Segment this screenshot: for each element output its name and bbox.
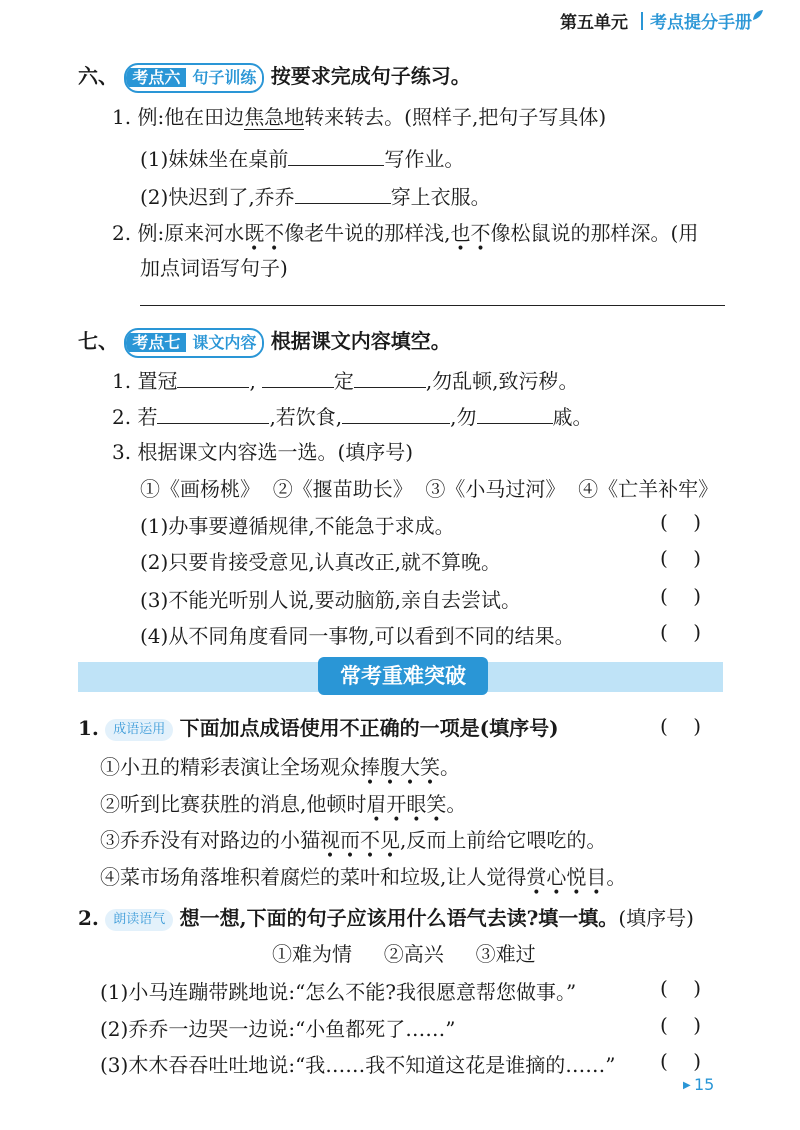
s6-q2-answer-line[interactable] <box>140 305 725 306</box>
s7-q1-blank-3[interactable] <box>354 369 426 388</box>
hard1-opt4-b: 。 <box>606 865 627 889</box>
s7-options: ①《画杨桃》 ②《揠苗助长》 ③《小马过河》 ④《亡羊补牢》 <box>140 477 719 501</box>
section6-heading <box>78 60 471 93</box>
hard1-answer[interactable]: ( ) <box>660 714 702 738</box>
s6-q1-1 <box>140 143 464 172</box>
hard2-heading <box>78 902 694 931</box>
section7-number: 七、 <box>78 329 118 353</box>
hard1-opt3-a: ③乔乔没有对路边的小猫 <box>100 828 320 852</box>
s6-q1-2 <box>140 181 491 210</box>
s7-q2-b: ,若饮食, <box>269 405 343 429</box>
hard1-opt2 <box>100 788 467 828</box>
header-divider <box>641 12 643 30</box>
s7-answer-2[interactable]: ( ) <box>660 546 702 570</box>
hard2-answer-3[interactable]: ( ) <box>660 1049 702 1073</box>
hard2-item-1: (1)小马连蹦带跳地说:“怎么不能?我很愿意帮您做事。” <box>100 980 577 1004</box>
hard1-heading <box>78 712 559 741</box>
hard1-opt2-a: ②听到比赛获胜的消息,他顿时 <box>100 792 367 816</box>
hard2-item-2: (2)乔乔一边哭一边说:“小鱼都死了……” <box>100 1017 456 1041</box>
s7-q1-c: 定 <box>333 369 354 393</box>
hard1-opt4-a: ④菜市场角落堆积着腐烂的菜叶和垃圾,让人觉得 <box>100 865 527 889</box>
section6-number: 六、 <box>78 64 118 88</box>
s6-q1-2-a: (2)快迟到了,乔乔 <box>140 185 295 209</box>
hard2-question-tail: (填序号) <box>618 906 694 930</box>
banner-title: 常考重难突破 <box>318 657 488 695</box>
s7-q2-blank-3[interactable] <box>477 405 553 424</box>
s6-q2-b: 像老牛说的那样浅, <box>284 221 451 245</box>
s6-q1-1-blank[interactable] <box>288 147 384 166</box>
s7-item-2: (2)只要肯接受意见,认真改正,就不算晚。 <box>140 550 502 574</box>
s7-q1 <box>112 365 579 394</box>
s6-q2-c: 像松鼠说的那样深。(用 <box>490 221 699 245</box>
s7-q1-a: 1. 置冠 <box>112 369 178 393</box>
section7-heading <box>78 325 451 358</box>
hard2-item-3: (3)木木吞吞吐吐地说:“我……我不知道这花是谁摘的……” <box>100 1053 616 1077</box>
hard2-answer-1[interactable]: ( ) <box>660 976 702 1000</box>
s7-item-4: (4)从不同角度看同一事物,可以看到不同的结果。 <box>140 624 575 648</box>
header-book: 考点提分手册 <box>650 13 752 33</box>
header-unit: 第五单元 <box>560 13 628 33</box>
s7-item-3: (3)不能光听别人说,要动脑筋,亲自去尝试。 <box>140 588 522 612</box>
section7-pill-a: 考点七 <box>126 333 186 352</box>
s6-q2-dotted-2: 也不 • • <box>450 221 491 257</box>
s6-q1-2-blank[interactable] <box>295 185 391 204</box>
hard1-tag: 成语运用 <box>105 719 173 741</box>
hard1-opt1 <box>100 751 460 791</box>
s7-answer-3[interactable]: ( ) <box>660 584 702 608</box>
s7-q1-d: ,勿乱顿,致污秽。 <box>425 369 579 393</box>
s6-q1-2-b: 穿上衣服。 <box>390 185 491 209</box>
hard2-answer-2[interactable]: ( ) <box>660 1013 702 1037</box>
hard1-number: 1. <box>78 716 99 740</box>
section7-instruction: 根据课文内容填空。 <box>270 329 451 353</box>
hard2-number: 2. <box>78 906 99 930</box>
s6-q2 <box>112 217 699 257</box>
s7-q1-b: , <box>249 369 256 393</box>
hard1-opt3-b: ,反而上前给它喂吃的。 <box>400 828 607 852</box>
section6-pill <box>124 63 264 93</box>
s6-q2-a: 2. 例:原来河水 <box>112 221 245 245</box>
s7-q1-blank-2[interactable] <box>262 369 334 388</box>
section7-pill <box>124 328 264 358</box>
section6-pill-b: 句子训练 <box>186 68 262 87</box>
hard1-opt2-dotted: 眉开眼笑 • • • • <box>366 792 447 828</box>
s6-q1-1-a: (1)妹妹坐在桌前 <box>140 147 289 171</box>
hard1-opt3-dotted: 视而不见 • • • • <box>320 828 400 864</box>
hard1-question: 下面加点成语使用不正确的一项是(填序号) <box>179 716 559 740</box>
hard1-opt3 <box>100 824 607 864</box>
s7-answer-4[interactable]: ( ) <box>660 620 702 644</box>
page-arrow-icon: ▶ <box>683 1080 691 1091</box>
s6-q1-intro <box>112 101 606 130</box>
hard2-choices: ①难为情 ②高兴 ③难过 <box>272 942 536 966</box>
hard2-tag: 朗读语气 <box>105 909 173 931</box>
s7-q1-blank-1[interactable] <box>177 369 249 388</box>
leaf-icon <box>752 6 764 18</box>
s6-q1-underlined: 焦急地 <box>244 105 305 129</box>
section6-pill-a: 考点六 <box>126 68 186 87</box>
hard1-opt4-dotted: 赏心悦目 • • • • <box>526 865 607 901</box>
s6-q1-intro-b: 转来转去。(照样子,把句子写具体) <box>304 105 607 129</box>
s7-q3: 3. 根据课文内容选一选。(填序号) <box>112 440 414 464</box>
s7-item-1: (1)办事要遵循规律,不能急于求成。 <box>140 514 455 538</box>
s7-q2-a: 2. 若 <box>112 405 158 429</box>
s7-answer-1[interactable]: ( ) <box>660 510 702 534</box>
s7-q2-blank-1[interactable] <box>157 405 269 424</box>
hard1-opt4 <box>100 861 627 901</box>
hard1-opt2-b: 。 <box>446 792 467 816</box>
section7-pill-b: 课文内容 <box>186 333 262 352</box>
s6-q2-dotted-1: 既不 • • <box>244 221 285 257</box>
s6-q1-1-b: 写作业。 <box>384 147 465 171</box>
hard1-opt1-a: ①小丑的精彩表演让全场观众 <box>100 755 360 779</box>
s6-q2-line2: 加点词语写句子) <box>140 256 288 280</box>
s6-q1-intro-a: 1. 例:他在田边 <box>112 105 245 129</box>
s7-q2 <box>112 401 593 430</box>
hard2-question: 想一想,下面的句子应该用什么语气去读?填一填。 <box>179 906 619 930</box>
section6-instruction: 按要求完成句子练习。 <box>270 64 471 88</box>
hard1-opt1-dotted: 捧腹大笑 • • • • <box>360 755 440 791</box>
hard1-opt1-b: 。 <box>440 755 460 779</box>
s7-q2-blank-2[interactable] <box>342 405 450 424</box>
s7-q2-c: ,勿 <box>450 405 477 429</box>
page-number: 15 <box>694 1075 715 1094</box>
s7-q2-d: 戚。 <box>552 405 593 429</box>
